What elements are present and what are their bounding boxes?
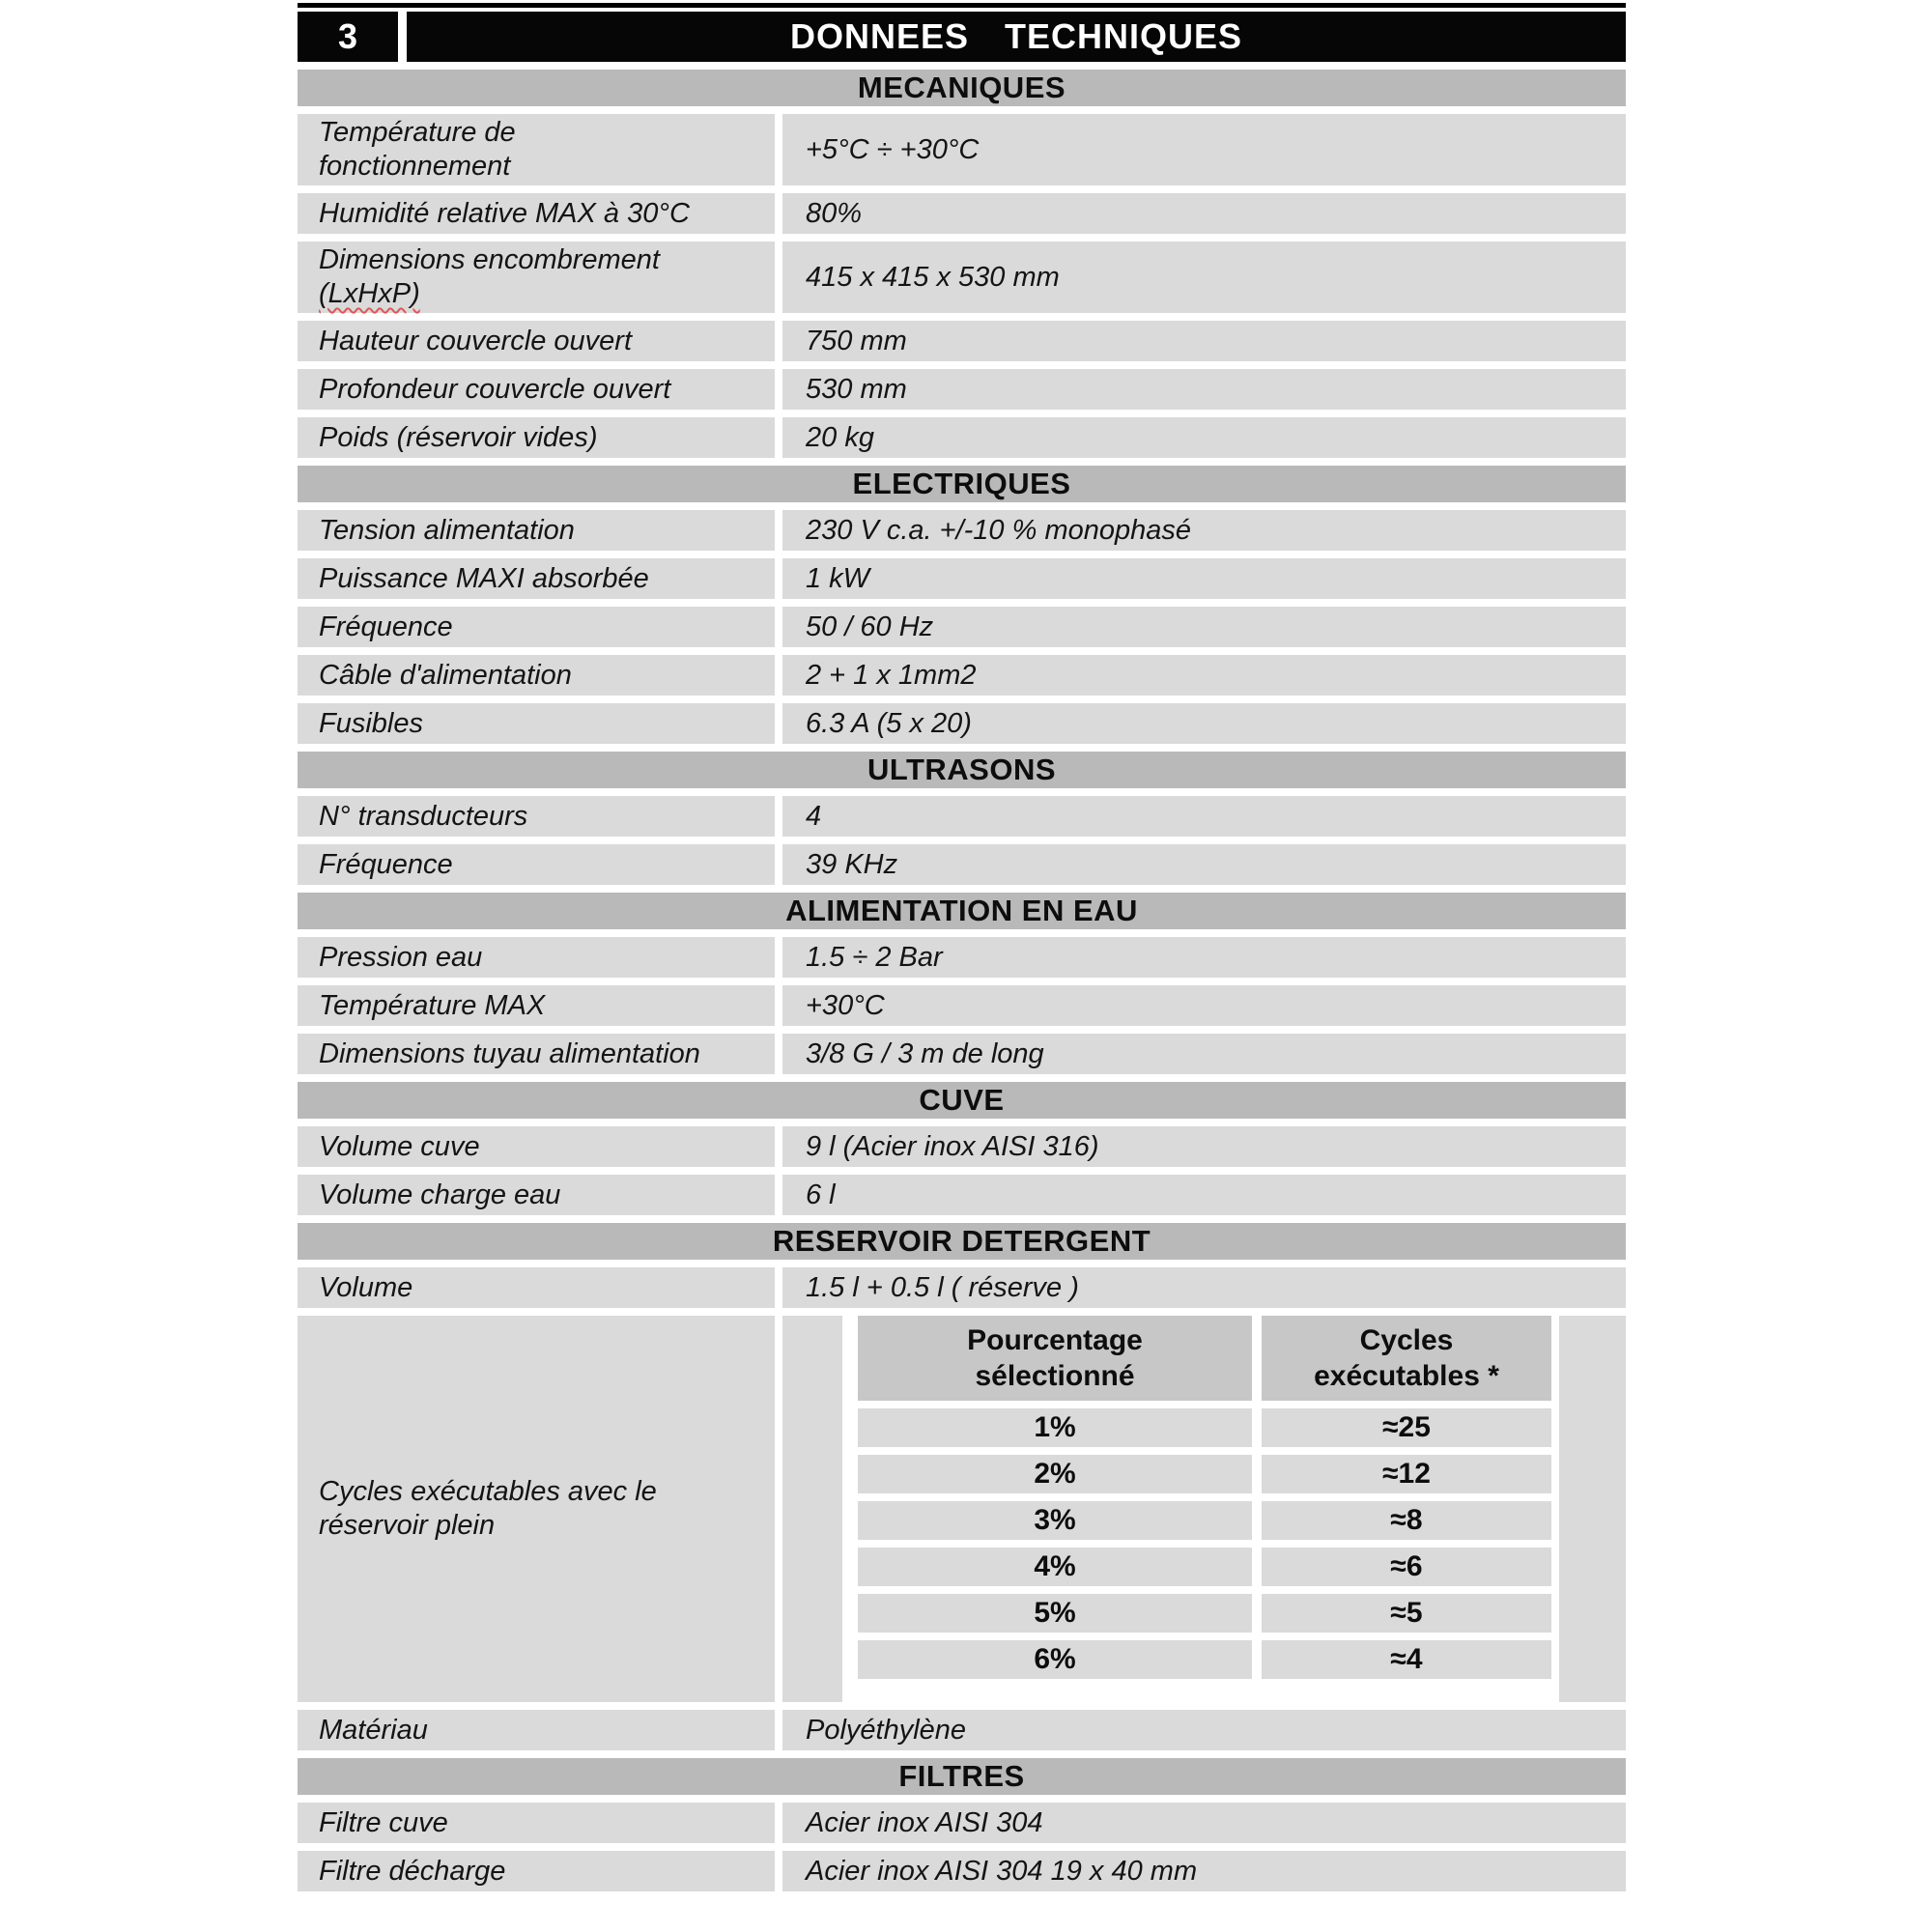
row-label: Pression eau [298,937,775,978]
row-value: +30°C [782,985,1626,1026]
row-label: Fusibles [298,703,775,744]
row-label: Volume [298,1267,775,1308]
row-label: Profondeur couvercle ouvert [298,369,775,410]
row-value: 230 V c.a. +/-10 % monophasé [782,510,1626,551]
row-value: Acier inox AISI 304 [782,1803,1626,1843]
cycles-cell: 1% [858,1408,1252,1447]
row-label: Volume cuve [298,1126,775,1167]
row-value: 415 x 415 x 530 mm [782,242,1626,313]
row-value: 6.3 A (5 x 20) [782,703,1626,744]
table-row [298,417,1626,458]
row-label: Câble d'alimentation [298,655,775,696]
table-row [298,1126,1626,1167]
row-value: 1.5 ÷ 2 Bar [782,937,1626,978]
row-value: 1.5 l + 0.5 l ( réserve ) [782,1267,1626,1308]
table-row [298,703,1626,744]
row-label: Volume charge eau [298,1175,775,1215]
table-row [298,1175,1626,1215]
header-text: exécutables * [1314,1360,1499,1392]
header-text: Cycles [1359,1323,1454,1356]
table-row [298,321,1626,361]
row-value: Acier inox AISI 304 19 x 40 mm [782,1851,1626,1891]
row-label: Fréquence [298,607,775,647]
row-label: Tension alimentation [298,510,775,551]
cycles-header-percentage [858,1316,1252,1401]
row-label-text: Dimensions encombrement [319,244,660,276]
cycles-column-executable [1262,1316,1551,1702]
cycles-cell: ≈12 [1262,1455,1551,1493]
table-row [298,844,1626,885]
header-text: Pourcentage [967,1323,1143,1356]
section-header-electriques: ELECTRIQUES [298,466,1626,502]
row-label: Hauteur couvercle ouvert [298,321,775,361]
table-row [298,193,1626,234]
row-label [298,1316,775,1702]
header-text: sélectionné [975,1360,1135,1392]
table-row [298,607,1626,647]
chapter-header [298,12,1626,62]
row-value: 1 kW [782,558,1626,599]
cycles-cell: ≈5 [1262,1594,1551,1633]
chapter-number: 3 [298,12,398,62]
row-label-text: réservoir plein [319,1510,496,1541]
cycles-cell: 2% [858,1455,1252,1493]
row-label-text: Température de [319,117,516,149]
section-header-cuve: CUVE [298,1082,1626,1119]
row-label: Dimensions tuyau alimentation [298,1034,775,1074]
cycles-cell: ≈4 [1262,1640,1551,1679]
table-row [298,510,1626,551]
row-label: Fréquence [298,844,775,885]
row-value: 4 [782,796,1626,837]
row-label-text: fonctionnement [319,151,511,182]
table-row [298,1803,1626,1843]
cycles-cell: ≈25 [1262,1408,1551,1447]
row-label: Matériau [298,1710,775,1750]
table-row [298,114,1626,185]
table-row [298,937,1626,978]
section-header-mecaniques: MECANIQUES [298,70,1626,106]
table-row [298,796,1626,837]
table-row [298,655,1626,696]
table-row [298,242,1626,313]
row-value: 50 / 60 Hz [782,607,1626,647]
row-label-text-misspelled: (LxHxP) [319,278,420,309]
row-value: 80% [782,193,1626,234]
cycles-cell: ≈6 [1262,1548,1551,1586]
section-header-reservoir-detergent: RESERVOIR DETERGENT [298,1223,1626,1260]
row-value: Polyéthylène [782,1710,1626,1750]
table-row [298,369,1626,410]
cycles-row [298,1316,1626,1702]
row-label: Filtre cuve [298,1803,775,1843]
cycles-cell: 5% [858,1594,1252,1633]
section-header-alimentation-eau: ALIMENTATION EN EAU [298,893,1626,929]
table-row [298,1267,1626,1308]
cycles-cell: 4% [858,1548,1252,1586]
filler-strip-right [1559,1316,1626,1702]
row-value: 750 mm [782,321,1626,361]
section-header-filtres: FILTRES [298,1758,1626,1795]
cycles-cell: 3% [858,1501,1252,1540]
cycles-cell: ≈8 [1262,1501,1551,1540]
cycles-cell: 6% [858,1640,1252,1679]
filler-strip-left [782,1316,842,1702]
table-row [298,558,1626,599]
page-title: DONNEES TECHNIQUES [407,12,1626,62]
table-row [298,1034,1626,1074]
cycles-column-percentage [858,1316,1252,1702]
row-label [298,242,775,313]
row-value: 3/8 G / 3 m de long [782,1034,1626,1074]
row-value: +5°C ÷ +30°C [782,114,1626,185]
row-label: Poids (réservoir vides) [298,417,775,458]
row-value: 2 + 1 x 1mm2 [782,655,1626,696]
row-value: 9 l (Acier inox AISI 316) [782,1126,1626,1167]
row-label [298,114,775,185]
cycles-header-executable [1262,1316,1551,1401]
row-label: Filtre décharge [298,1851,775,1891]
table-row [298,985,1626,1026]
row-label: Puissance MAXI absorbée [298,558,775,599]
row-value: 6 l [782,1175,1626,1215]
row-label-text: Cycles exécutables avec le [319,1476,657,1508]
top-rule [298,3,1626,8]
row-value: 530 mm [782,369,1626,410]
row-value: 39 KHz [782,844,1626,885]
table-row [298,1851,1626,1891]
row-label: Température MAX [298,985,775,1026]
row-label: N° transducteurs [298,796,775,837]
row-label: Humidité relative MAX à 30°C [298,193,775,234]
section-header-ultrasons: ULTRASONS [298,752,1626,788]
technical-data-table [298,0,1626,1891]
row-value: 20 kg [782,417,1626,458]
table-row [298,1710,1626,1750]
